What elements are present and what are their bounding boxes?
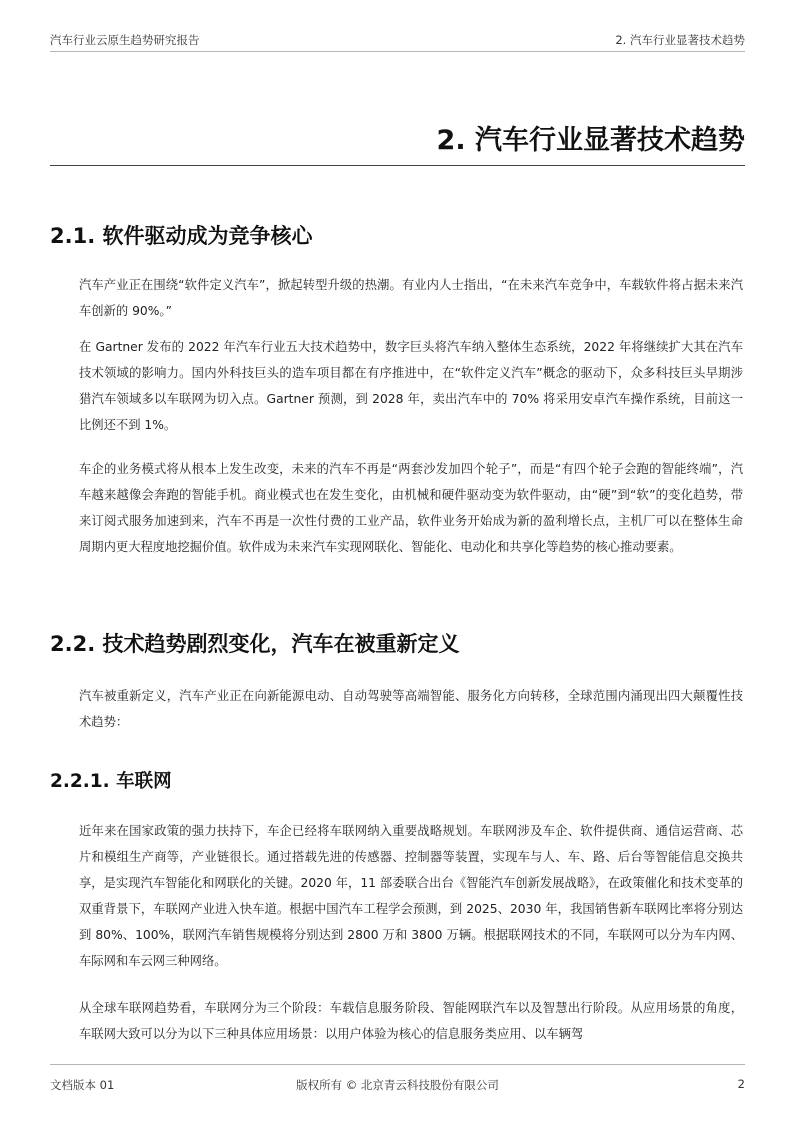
paragraph: 汽车产业正在围绕“软件定义汽车”，掀起转型升级的热潮。有业内人士指出，“在未来汽车竞争中，车载软件将占据未来汽车创新的 90%。”: [79, 278, 743, 318]
chapter-title: 2. 汽车行业显著技术趋势: [436, 125, 745, 156]
paragraph: 车企的业务模式将从根本上发生改变，未来的汽车不再是“两套沙发加四个轮子”，而是“有四个轮子会跑的智能终端”，汽车越来越像会奔跑的智能手机。商业模式也在发生变化，由机械和硬件驱动变为软件驱动，由“硬”到“软”的变化趋势，带来订阅式服务加速到来，汽车不再是一次性付费的工业产品，软件业务开始成为新的盈利增长点，主机厂可以在整体生命周期内更大程度地挖掘价值。软件成为未来汽车实现网联化、智能化、电动化和共享化等趋势的核心推动要素。: [79, 462, 743, 554]
footer-copyright: 版权所有 © 北京青云科技股份有限公司: [296, 1078, 499, 1092]
section-heading-2-2: 2.2. 技术趋势剧烈变化，汽车在被重新定义: [50, 632, 460, 656]
paragraph: 近年来在国家政策的强力扶持下，车企已经将车联网纳入重要战略规划。车联网涉及车企、软件提供商、通信运营商、芯片和模组生产商等，产业链很长。通过搭载先进的传感器、控制器等装置，实现车与人、车、路、后台等智能信息交换共享，是实现汽车智能化和网联化的关键。2020 年，11 部委联合出台《智能汽车创新发展战略》，在政策催化和技术变革的双重背景下，车联网产业进入快车道。根据中国汽车工程学会预测，到 2025、2030 年，我国销售新车联网比率将分别达到 80%、100%，联网汽车销售规模将分别达到 2800 万和 3800 万辆。根据联网技术的不同，车联网可以分为车内网、车际网和车云网三种网络。: [79, 824, 743, 968]
footer-doc-version: 文档版本 01: [50, 1078, 115, 1092]
header-doc-title: 汽车行业云原生趋势研究报告: [50, 33, 200, 47]
section-heading-2-1: 2.1. 软件驱动成为竞争核心: [50, 224, 313, 248]
footer-divider: [50, 1064, 745, 1065]
chapter-divider: [50, 165, 745, 166]
header-divider: [50, 51, 745, 52]
paragraph: 在 Gartner 发布的 2022 年汽车行业五大技术趋势中，数字巨头将汽车纳入整体生态系统，2022 年将继续扩大其在汽车技术领域的影响力。国内外科技巨头的造车项目都在有序推进中，在“软件定义汽车”概念的驱动下，众多科技巨头早期涉猎汽车领域多以车联网为切入点。Gartner 预测，到 2028 年，卖出汽车中的 70% 将采用安卓汽车操作系统，目前这一比例还不到 1%。: [79, 340, 743, 432]
header-chapter-title: 2. 汽车行业显著技术趋势: [615, 33, 745, 47]
paragraph: 从全球车联网趋势看，车联网分为三个阶段：车载信息服务阶段、智能网联汽车以及智慧出行阶段。从应用场景的角度，车联网大致可以分为以下三种具体应用场景：以用户体验为核心的信息服务类应用、以车辆驾: [79, 1001, 743, 1041]
section-heading-2-2-1: 2.2.1. 车联网: [50, 771, 172, 792]
paragraph: 汽车被重新定义，汽车产业正在向新能源电动、自动驾驶等高端智能、服务化方向转移，全球范围内涌现出四大颠覆性技术趋势：: [79, 689, 743, 729]
page-number: 2: [737, 1077, 745, 1091]
